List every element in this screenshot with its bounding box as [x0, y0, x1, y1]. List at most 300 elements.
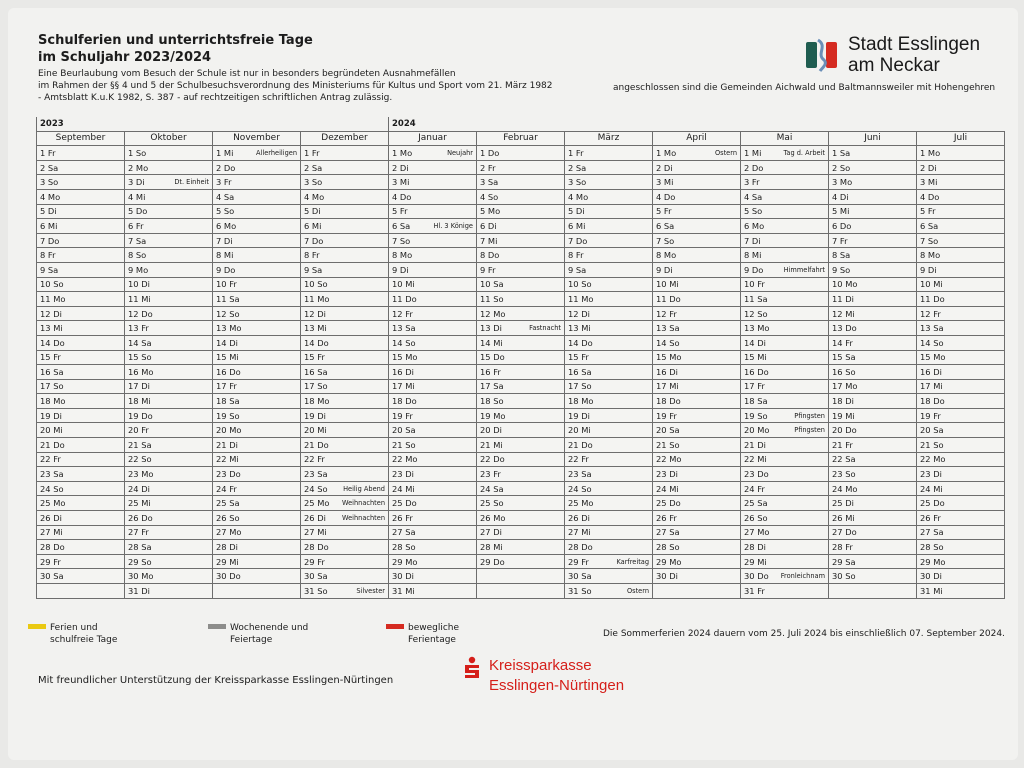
day-label: 2 Do	[216, 162, 236, 173]
day-label: 15 Mo	[656, 352, 682, 363]
day-label: 10 Di	[128, 279, 150, 290]
day-cell	[213, 350, 301, 365]
day-label: 18 Sa	[744, 396, 768, 407]
day-label: 1 Mo	[392, 147, 413, 158]
day-label: 21 So	[920, 439, 944, 450]
day-label: 20 Mi	[568, 425, 591, 436]
day-cell	[477, 379, 565, 394]
day-cell	[477, 248, 565, 263]
day-label: 20 Fr	[128, 425, 149, 436]
day-label: 22 Sa	[832, 454, 856, 465]
day-cell	[477, 540, 565, 555]
table-row	[37, 438, 1005, 453]
table-row	[37, 306, 1005, 321]
day-cell	[741, 146, 829, 161]
holiday-calendar-table	[36, 117, 1005, 599]
day-label: 7 So	[920, 235, 939, 246]
day-cell	[565, 481, 653, 496]
day-label: 25 Sa	[216, 498, 240, 509]
day-label: 1 Fr	[304, 147, 320, 158]
day-cell	[565, 423, 653, 438]
day-label: 9 Di	[920, 264, 937, 275]
day-cell	[829, 248, 917, 263]
day-cell	[213, 379, 301, 394]
day-label: 5 Di	[304, 206, 321, 217]
day-label: 30 Di	[392, 571, 414, 582]
legend-wochenende-label: Wochenende und Feiertage	[230, 623, 309, 645]
holiday-name: Ostern	[626, 586, 649, 595]
day-label: 24 Mi	[392, 483, 415, 494]
day-label: 29 So	[128, 556, 152, 567]
day-cell	[917, 438, 1005, 453]
day-cell	[653, 525, 741, 540]
day-label: 21 Di	[744, 439, 766, 450]
day-cell	[477, 496, 565, 511]
day-label: 14 Di	[744, 337, 766, 348]
day-label: 24 Fr	[216, 483, 237, 494]
day-cell	[389, 365, 477, 380]
day-cell	[389, 496, 477, 511]
day-cell	[653, 467, 741, 482]
day-label: 9 Sa	[40, 264, 59, 275]
day-cell	[829, 204, 917, 219]
day-label: 24 Sa	[480, 483, 504, 494]
day-label: 3 Mi	[920, 177, 938, 188]
day-cell	[741, 540, 829, 555]
day-label: 6 Di	[480, 220, 497, 231]
day-cell	[213, 452, 301, 467]
day-cell	[389, 452, 477, 467]
day-cell	[741, 321, 829, 336]
day-label: 6 Mo	[216, 220, 237, 231]
sparkasse-logo-line1: Kreissparkasse	[489, 657, 592, 674]
day-cell	[37, 277, 125, 292]
day-label: 8 Fr	[304, 250, 320, 261]
day-label: 2 Do	[744, 162, 764, 173]
day-cell	[301, 204, 389, 219]
day-cell	[37, 160, 125, 175]
day-label: 25 Do	[392, 498, 417, 509]
day-label: 18 Mo	[568, 396, 594, 407]
day-label: 11 Mi	[128, 293, 151, 304]
day-cell	[125, 554, 213, 569]
day-label: 27 Sa	[656, 527, 680, 538]
day-cell	[477, 262, 565, 277]
day-label: 18 So	[480, 396, 504, 407]
day-cell	[741, 350, 829, 365]
day-cell	[213, 540, 301, 555]
day-label: 24 Mi	[920, 483, 943, 494]
day-label: 20 Do	[832, 425, 857, 436]
day-cell	[301, 365, 389, 380]
day-label: 17 Di	[128, 381, 150, 392]
day-cell	[829, 262, 917, 277]
day-label: 22 Mo	[392, 454, 418, 465]
day-cell	[917, 423, 1005, 438]
day-label: 29 Mi	[216, 556, 239, 567]
day-label: 12 Mi	[832, 308, 855, 319]
day-label: 1 Mo	[656, 147, 677, 158]
day-cell	[653, 438, 741, 453]
day-label: 12 Mo	[480, 308, 506, 319]
day-cell	[301, 540, 389, 555]
day-cell	[389, 277, 477, 292]
day-label: 22 Mo	[920, 454, 946, 465]
day-label: 24 So	[40, 483, 64, 494]
day-label: 15 Mi	[744, 352, 767, 363]
calendar-sheet	[8, 8, 1018, 760]
day-label: 28 Do	[304, 542, 329, 553]
day-label: 7 Do	[568, 235, 588, 246]
day-label: 10 Mi	[392, 279, 415, 290]
day-label: 2 Di	[392, 162, 409, 173]
day-label: 27 Mo	[744, 527, 770, 538]
day-cell	[477, 511, 565, 526]
day-label: 16 Do	[744, 366, 769, 377]
day-label: 7 Mi	[480, 235, 498, 246]
day-label: 12 So	[744, 308, 768, 319]
day-label: 8 Mi	[216, 250, 234, 261]
day-label: 28 Fr	[832, 542, 853, 553]
day-cell	[125, 365, 213, 380]
day-label: 25 Mo	[40, 498, 66, 509]
day-label: 24 Di	[128, 483, 150, 494]
day-label: 23 Di	[656, 469, 678, 480]
day-label: 28 So	[392, 542, 416, 553]
day-label: 24 Mo	[832, 483, 858, 494]
day-label: 8 So	[128, 250, 147, 261]
day-cell	[829, 496, 917, 511]
day-cell	[301, 350, 389, 365]
day-cell	[213, 438, 301, 453]
day-cell	[213, 160, 301, 175]
day-label: 5 Di	[568, 206, 585, 217]
day-label: 30 Sa	[40, 571, 64, 582]
day-cell	[301, 408, 389, 423]
day-cell	[741, 511, 829, 526]
day-cell	[125, 146, 213, 161]
day-cell	[125, 277, 213, 292]
day-cell	[37, 262, 125, 277]
day-label: 17 So	[568, 381, 592, 392]
day-label: 14 So	[392, 337, 416, 348]
day-label: 4 Sa	[216, 191, 235, 202]
day-cell	[301, 394, 389, 409]
day-cell	[653, 423, 741, 438]
day-cell	[125, 467, 213, 482]
day-label: 31 So	[304, 585, 328, 596]
table-row	[37, 423, 1005, 438]
day-cell	[741, 175, 829, 190]
day-cell	[389, 554, 477, 569]
day-cell	[477, 584, 565, 599]
day-cell	[125, 569, 213, 584]
day-label: 14 Di	[216, 337, 238, 348]
day-label: 29 Fr	[304, 556, 325, 567]
day-label: 26 Mo	[480, 512, 506, 523]
day-cell	[125, 379, 213, 394]
day-label: 10 Sa	[480, 279, 504, 290]
day-label: 11 Do	[656, 293, 681, 304]
day-label: 12 Di	[304, 308, 326, 319]
legend-swatch-yellow	[28, 624, 46, 629]
holiday-name: Weihnachten	[341, 499, 385, 508]
day-label: 11 Sa	[216, 293, 240, 304]
day-label: 23 Sa	[304, 469, 328, 480]
day-cell	[37, 233, 125, 248]
day-cell	[565, 292, 653, 307]
day-cell	[741, 496, 829, 511]
day-cell	[125, 292, 213, 307]
day-label: 10 Mo	[832, 279, 858, 290]
day-label: 13 Do	[832, 323, 857, 334]
day-cell	[917, 408, 1005, 423]
day-cell	[653, 175, 741, 190]
day-cell	[37, 379, 125, 394]
day-label: 25 Sa	[744, 498, 768, 509]
day-cell	[653, 335, 741, 350]
day-cell	[653, 511, 741, 526]
day-cell	[829, 481, 917, 496]
day-label: 3 Mo	[832, 177, 853, 188]
day-cell	[37, 496, 125, 511]
day-cell	[565, 175, 653, 190]
day-cell	[389, 306, 477, 321]
day-cell	[741, 438, 829, 453]
day-cell	[565, 146, 653, 161]
day-label: 29 Mo	[656, 556, 682, 567]
day-label: 15 Mo	[392, 352, 418, 363]
day-label: 25 Mi	[128, 498, 151, 509]
day-cell	[389, 204, 477, 219]
day-cell	[477, 365, 565, 380]
day-cell	[653, 233, 741, 248]
day-cell	[301, 496, 389, 511]
legend-ferien	[28, 622, 140, 646]
day-cell	[565, 452, 653, 467]
day-label: 2 Mo	[128, 162, 149, 173]
day-label: 1 Fr	[40, 147, 56, 158]
leave-note	[38, 68, 598, 104]
table-row	[37, 511, 1005, 526]
day-label: 7 Di	[216, 235, 233, 246]
day-label: 21 So	[392, 439, 416, 450]
day-label: 25 Do	[920, 498, 945, 509]
holiday-name: Heilig Abend	[343, 484, 385, 493]
day-label: 16 Sa	[40, 366, 64, 377]
day-label: 17 Mo	[832, 381, 858, 392]
day-label: 11 Di	[832, 293, 854, 304]
day-cell	[565, 408, 653, 423]
day-cell	[389, 438, 477, 453]
day-label: 8 Mo	[920, 250, 941, 261]
day-label: 6 Do	[832, 220, 852, 231]
holiday-name: Weihnachten	[341, 513, 385, 522]
day-label: 30 Do	[216, 571, 241, 582]
day-label: 12 Di	[40, 308, 62, 319]
day-cell	[301, 160, 389, 175]
day-label: 31 So	[568, 585, 592, 596]
legend-swatch-red	[386, 624, 404, 629]
day-label: 25 So	[480, 498, 504, 509]
day-label: 31 Mi	[920, 585, 943, 596]
day-label: 7 So	[656, 235, 675, 246]
day-cell	[301, 379, 389, 394]
day-cell	[37, 467, 125, 482]
day-label: 21 So	[656, 439, 680, 450]
day-cell	[741, 379, 829, 394]
day-cell	[917, 525, 1005, 540]
sparkasse-icon	[463, 656, 481, 680]
day-cell	[389, 584, 477, 599]
day-label: 29 Fr	[568, 556, 589, 567]
day-cell	[213, 262, 301, 277]
day-label: 28 Mi	[480, 542, 503, 553]
day-cell	[477, 306, 565, 321]
day-cell	[917, 379, 1005, 394]
day-label: 10 Fr	[744, 279, 765, 290]
day-cell	[741, 584, 829, 599]
day-cell	[653, 204, 741, 219]
day-cell	[125, 306, 213, 321]
day-label: 5 Fr	[656, 206, 672, 217]
city-logo	[806, 34, 980, 76]
day-cell	[829, 146, 917, 161]
day-cell	[653, 452, 741, 467]
day-cell	[829, 277, 917, 292]
day-label: 19 So	[744, 410, 768, 421]
day-label: 14 So	[920, 337, 944, 348]
day-cell	[565, 189, 653, 204]
day-cell	[917, 350, 1005, 365]
day-cell	[741, 160, 829, 175]
day-label: 14 Mi	[480, 337, 503, 348]
day-cell	[917, 452, 1005, 467]
day-cell	[829, 292, 917, 307]
day-cell	[477, 350, 565, 365]
day-cell	[917, 481, 1005, 496]
day-cell	[829, 394, 917, 409]
leave-note-line: im Rahmen der §§ 4 und 5 der Schulbesuchsverordnung des Ministeriums für Kultus und Sport vom 21. März 1982	[38, 81, 553, 91]
day-cell	[125, 438, 213, 453]
day-label: 4 Do	[392, 191, 412, 202]
table-row	[37, 160, 1005, 175]
day-label: 30 Mo	[128, 571, 154, 582]
day-label: 15 Fr	[568, 352, 589, 363]
day-label: 1 So	[128, 147, 147, 158]
month-header: November	[213, 131, 301, 146]
day-label: 24 So	[568, 483, 592, 494]
day-cell	[389, 160, 477, 175]
day-label: 18 Mi	[128, 396, 151, 407]
day-cell	[917, 569, 1005, 584]
day-label: 30 So	[832, 571, 856, 582]
day-label: 4 Di	[832, 191, 849, 202]
holiday-name: Tag d. Arbeit	[783, 148, 825, 157]
day-label: 22 Fr	[40, 454, 61, 465]
holiday-name: Silvester	[356, 586, 385, 595]
day-label: 9 Sa	[304, 264, 323, 275]
day-label: 28 Do	[40, 542, 65, 553]
day-label: 4 Do	[920, 191, 940, 202]
day-label: 28 Sa	[128, 542, 152, 553]
day-label: 13 Mi	[304, 323, 327, 334]
day-label: 10 So	[304, 279, 328, 290]
page-title: Schulferien und unterrichtsfreie Tage	[38, 33, 313, 48]
day-label: 18 Do	[656, 396, 681, 407]
holiday-name: Neujahr	[447, 148, 473, 157]
day-cell	[829, 189, 917, 204]
day-cell	[917, 554, 1005, 569]
day-cell	[477, 233, 565, 248]
table-row	[37, 219, 1005, 234]
day-cell	[477, 438, 565, 453]
day-label: 1 Do	[480, 147, 500, 158]
day-label: 9 Di	[656, 264, 673, 275]
day-cell	[917, 277, 1005, 292]
day-label: 1 Sa	[832, 147, 851, 158]
day-cell	[389, 394, 477, 409]
day-cell	[389, 146, 477, 161]
month-header: Januar	[389, 131, 477, 146]
day-cell	[37, 204, 125, 219]
day-label: 23 Mo	[128, 469, 154, 480]
day-label: 14 So	[656, 337, 680, 348]
day-cell	[125, 511, 213, 526]
day-label: 28 So	[920, 542, 944, 553]
month-header: Juli	[917, 131, 1005, 146]
day-cell	[389, 292, 477, 307]
day-cell	[301, 233, 389, 248]
day-cell	[389, 569, 477, 584]
day-cell	[125, 350, 213, 365]
day-label: 31 Fr	[744, 585, 765, 596]
day-label: 15 Fr	[40, 352, 61, 363]
day-cell	[653, 584, 741, 599]
legend-beweglich	[386, 622, 488, 646]
day-cell	[301, 321, 389, 336]
day-label: 26 Do	[128, 512, 153, 523]
day-label: 6 Sa	[656, 220, 675, 231]
day-cell	[917, 262, 1005, 277]
day-cell	[653, 146, 741, 161]
day-label: 23 Do	[216, 469, 241, 480]
day-label: 18 Do	[392, 396, 417, 407]
day-cell	[37, 423, 125, 438]
leave-note-line: Eine Beurlaubung vom Besuch der Schule ist nur in besonders begründeten Ausnahmefällen	[38, 69, 456, 79]
day-label: 20 Mo	[744, 425, 770, 436]
day-cell	[125, 423, 213, 438]
day-label: 29 Mo	[920, 556, 946, 567]
day-cell	[125, 335, 213, 350]
day-label: 20 Sa	[392, 425, 416, 436]
day-cell	[565, 233, 653, 248]
sponsor-note: Mit freundlicher Unterstützung der Kreissparkasse Esslingen-Nürtingen	[38, 675, 394, 686]
holiday-name: Karfreitag	[616, 557, 649, 566]
day-cell	[125, 219, 213, 234]
day-label: 3 So	[568, 177, 587, 188]
day-label: 23 So	[832, 469, 856, 480]
day-label: 4 Mo	[568, 191, 589, 202]
day-label: 11 Sa	[744, 293, 768, 304]
day-label: 2 Di	[656, 162, 673, 173]
day-cell	[741, 481, 829, 496]
day-cell	[565, 248, 653, 263]
table-row	[37, 554, 1005, 569]
day-label: 17 Mi	[920, 381, 943, 392]
day-label: 29 Mo	[392, 556, 418, 567]
day-label: 8 Fr	[40, 250, 56, 261]
